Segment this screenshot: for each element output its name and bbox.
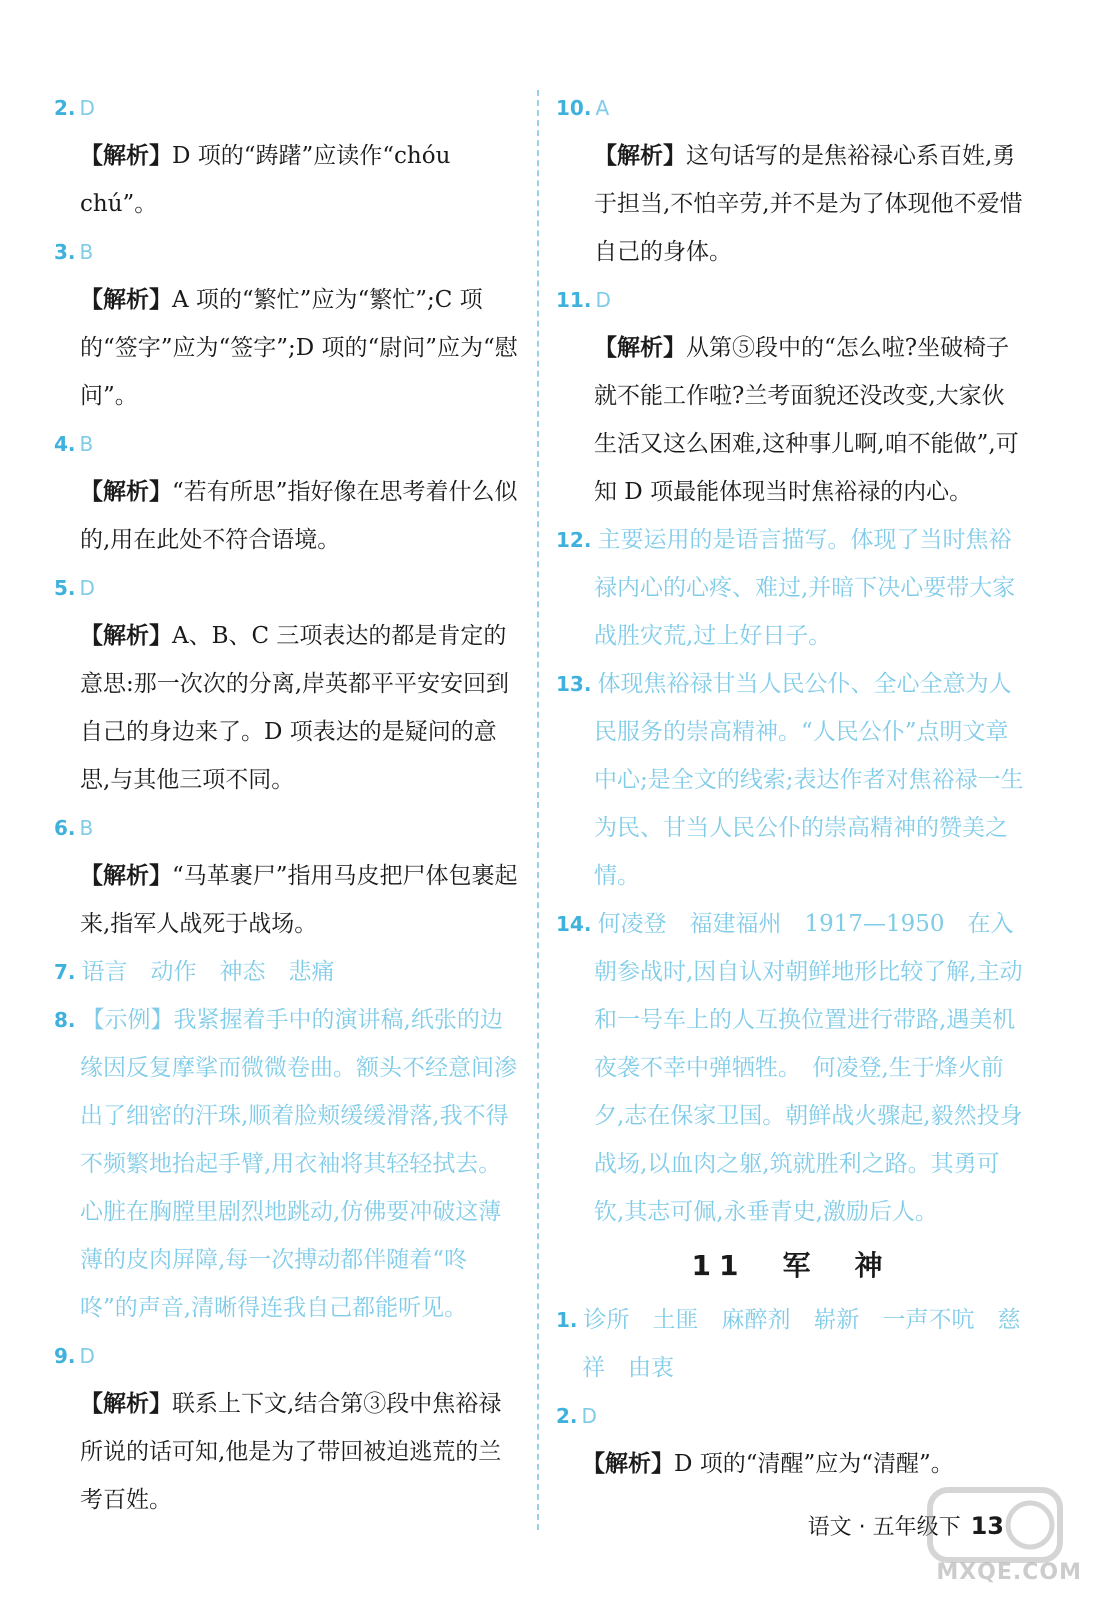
- q3-answer: B: [79, 240, 94, 264]
- q4-tag: 【解析】: [80, 479, 172, 505]
- left-column: [54, 84, 524, 1524]
- q6-number: 6. B: [54, 816, 94, 840]
- q3-number: 3. B: [54, 240, 94, 264]
- q2-explanation: 【解析】D 项的“踌躇”应读作“chóu chú”。: [80, 143, 451, 217]
- q9-explanation: 【解析】联系上下文,结合第③段中焦裕禄所说的话可知,他是为了带回被迫逃荒的兰考百姓。: [80, 1391, 502, 1513]
- column-divider: [537, 90, 539, 1530]
- q14-number: 14.: [556, 912, 592, 936]
- s2-number: 2. D: [556, 1404, 597, 1428]
- q3-explanation: 【解析】A 项的“繁忙”应为“繁忙”;C 项的“签字”应为“签字”;D 项的“尉问”应为“慰问”。: [80, 287, 518, 409]
- s2-explanation: 【解析】D 项的“清醒”应为“清醒”。: [582, 1451, 954, 1477]
- q9-number: 9. D: [54, 1344, 95, 1368]
- q5-answer: D: [79, 576, 95, 600]
- q7-number: 7.: [54, 960, 76, 984]
- watermark-text: MXQE.COM: [936, 1560, 1082, 1585]
- q2-number: 2. D: [54, 96, 95, 120]
- footer-subject: 语文 · 五年级下: [807, 1515, 961, 1540]
- q4-explanation: 【解析】“若有所思”指好像在思考着什么似的,用在此处不符合语境。: [80, 479, 518, 553]
- q8-answer: 8. 【示例】我紧握着手中的演讲稿,纸张的边缘因反复摩挲而微微卷曲。额头不经意间渗出了细密的汗珠,顺着脸颊缓缓滑落,我不得不频繁地抬起手臂,用衣袖将其轻轻拭去。心脏在胸膛里剧烈地跳动,仿佛要冲破这薄薄的皮肉屏障,每一次搏动都伴随着“咚咚”的声音,清晰得连我自己都能听见。: [54, 1007, 517, 1321]
- q9-tag: 【解析】: [80, 1391, 172, 1417]
- q12-number: 12.: [556, 528, 592, 552]
- s2-tag: 【解析】: [582, 1451, 674, 1477]
- s1-answer: 1. 诊所 土匪 麻醉剂 崭新 一声不吭 慈祥 由衷: [556, 1307, 1021, 1381]
- q13-answer: 13. 体现焦裕禄甘当人民公仆、全心全意为人民服务的崇高精神。“人民公仆”点明文章中心;是全文的线索;表达作者对焦裕禄一生为民、甘当人民公仆的崇高精神的赞美之情。: [556, 671, 1024, 889]
- q5-tag: 【解析】: [80, 623, 172, 649]
- q3-tag: 【解析】: [80, 287, 172, 313]
- q10-number: 10. A: [556, 96, 610, 120]
- q11-explanation: 【解析】从第⑤段中的“怎么啦?坐破椅子就不能工作啦?兰考面貌还没改变,大家伙生活又这么困难,这种事儿啊,咱不能做”,可知 D 项最能体现当时焦裕禄的内心。: [594, 335, 1019, 505]
- q12-answer: 12. 主要运用的是语言描写。体现了当时焦裕禄内心的心疼、难过,并暗下决心要带大家战胜灾荒,过上好日子。: [556, 527, 1016, 649]
- q11-number: 11. D: [556, 288, 611, 312]
- q6-answer: B: [79, 816, 94, 840]
- q6-tag: 【解析】: [80, 863, 172, 889]
- q14-answer: 14. 何凌登 福建福州 1917—1950 在入朝参战时,因自认对朝鲜地形比较了解,主动和一号车上的人互换位置进行带路,遇美机夜袭不幸中弹牺牲。 何凌登,生于烽火前夕,志在保家卫国。朝鲜战火骤起,毅然投身战场,以血肉之躯,筑就胜利之路。其勇可钦,其志可佩,永垂青史,激励后人。: [556, 911, 1023, 1225]
- q7-answer: 7. 语言 动作 神态 悲痛: [54, 959, 335, 985]
- q11-answer: D: [595, 288, 611, 312]
- q10-tag: 【解析】: [594, 143, 686, 169]
- section-title: 11 军 神: [691, 1249, 891, 1282]
- right-column: [556, 84, 1026, 1488]
- q9-answer: D: [79, 1344, 95, 1368]
- q5-explanation: 【解析】A、B、C 三项表达的都是肯定的意思:那一次次的分离,岸英都平平安安回到自己的身边来了。D 项表达的是疑问的意思,与其他三项不同。: [80, 623, 510, 793]
- q4-number: 4. B: [54, 432, 94, 456]
- q6-explanation: 【解析】“马革裹尸”指用马皮把尸体包裹起来,指军人战死于战场。: [80, 863, 518, 937]
- q10-answer: A: [595, 96, 610, 120]
- q5-number: 5. D: [54, 576, 95, 600]
- q13-number: 13.: [556, 672, 592, 696]
- q11-tag: 【解析】: [594, 335, 686, 361]
- q2-tag: 【解析】: [80, 143, 172, 169]
- s2-answer: D: [581, 1404, 597, 1428]
- q4-answer: B: [79, 432, 94, 456]
- q10-explanation: 【解析】这句话写的是焦裕禄心系百姓,勇于担当,不怕辛劳,并不是为了体现他不爱惜自己的身体。: [594, 143, 1023, 265]
- page-number: 13: [970, 1512, 1004, 1540]
- q8-number: 8.: [54, 1008, 76, 1032]
- s1-number: 1.: [556, 1308, 578, 1332]
- q2-answer: D: [79, 96, 95, 120]
